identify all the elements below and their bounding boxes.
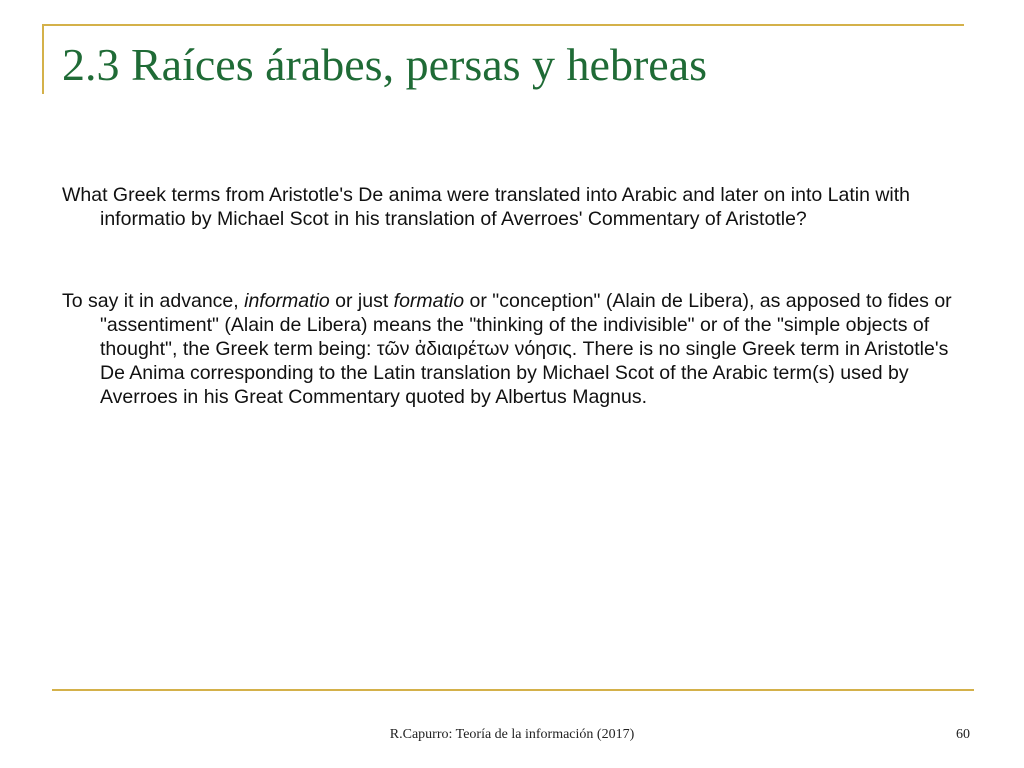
left-rule xyxy=(42,24,44,94)
answer-text-1: To say it in advance, xyxy=(62,290,245,312)
answer-italic-formatio: formatio xyxy=(393,290,465,312)
slide-title: 2.3 Raíces árabes, persas y hebreas xyxy=(62,39,708,90)
answer-text-3: or "conception" (Alain de Libera), as apposed to fides or "assentiment" (Alain de Libera) means the "thinking of the indivisible" or of the "simple objects of thought", the Greek term being: τῶν ἀδιαιρέτων νόησις. There is no single Greek term in Aristotle's De Anima corresponding to the Latin translation by Michael Scot of the Arabic term(s) used by Averroes in his Great Commentary quoted by Albertus Magnus. xyxy=(100,290,952,408)
top-rule xyxy=(42,24,964,26)
answer-text-2: or just xyxy=(329,290,394,312)
page-number: 60 xyxy=(956,727,970,742)
bottom-rule xyxy=(52,689,974,691)
answer-italic-informatio: informatio xyxy=(244,290,330,312)
paragraph-answer xyxy=(62,289,962,409)
slide-body xyxy=(62,183,962,409)
footer-text: R.Capurro: Teoría de la información (2017) xyxy=(389,727,635,742)
paragraph-question: What Greek terms from Aristotle's De anima were translated into Arabic and later on into Latin with informatio by Michael Scot in his translation of Averroes' Commentary of Aristotle? xyxy=(62,184,911,230)
